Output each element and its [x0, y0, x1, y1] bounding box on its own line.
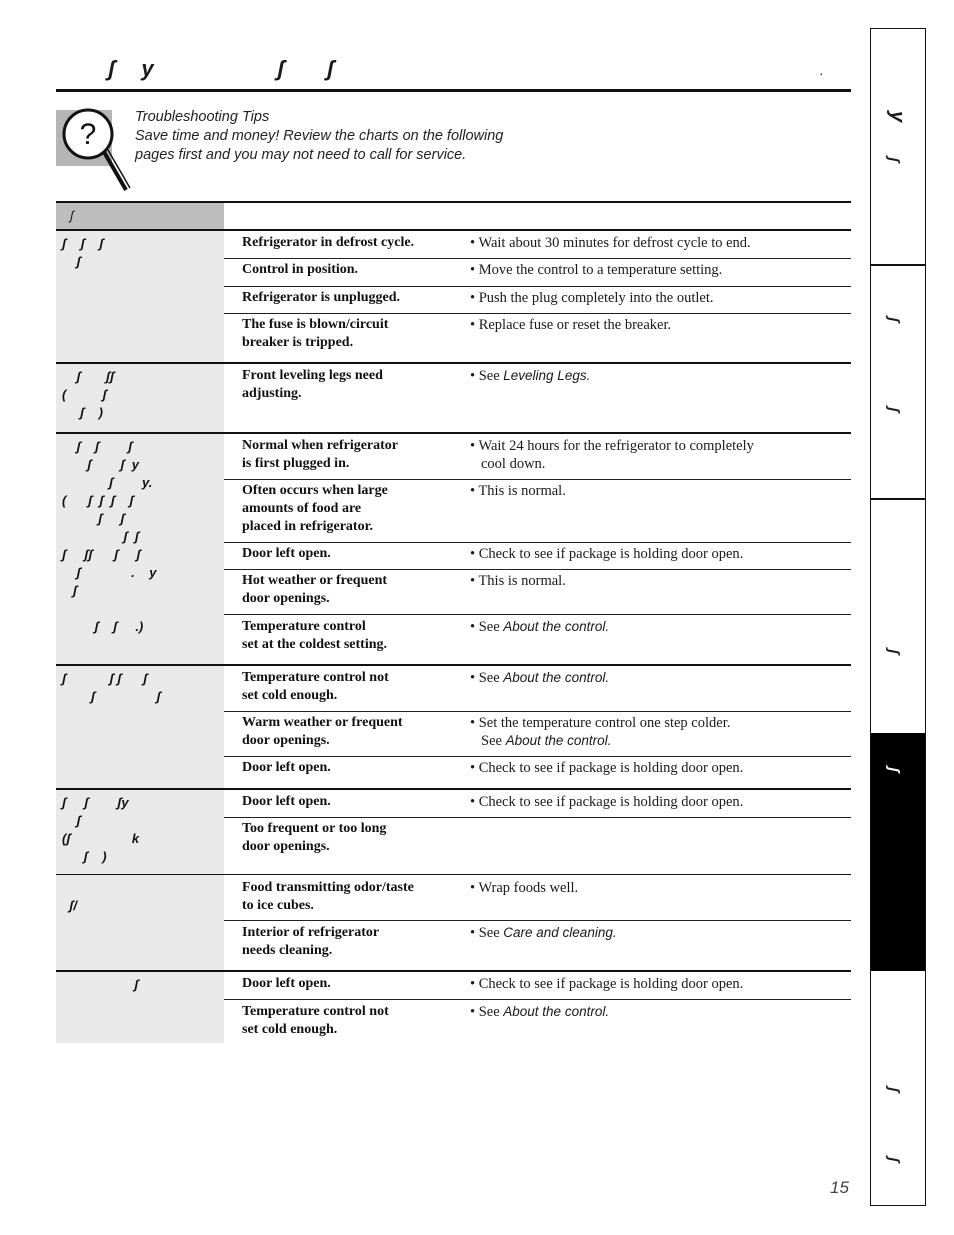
problem-text: ʃ ʃ ʃ ʃ ʃ ʃ — [62, 671, 161, 704]
row-divider — [224, 817, 851, 818]
solution-text: • Check to see if package is holding door open. — [470, 546, 744, 562]
cause-text: Food transmitting odor/taste to ice cubes. — [242, 880, 414, 913]
tab-glyph: ʃ — [884, 157, 902, 162]
tab-glyph: ʃ — [884, 407, 902, 412]
solution-text: • Check to see if package is holding door open. — [470, 760, 744, 776]
cause-text: Control in position. — [242, 262, 359, 277]
problem-cell — [56, 364, 224, 432]
solution-text: • Move the control to a temperature setting. — [470, 262, 723, 278]
tips-title: Troubleshooting Tips — [135, 109, 270, 125]
problem-cell — [56, 972, 224, 1043]
cause-text: Too frequent or too long door openings. — [242, 821, 387, 854]
problem-cell — [56, 434, 224, 664]
page-header — [56, 50, 851, 90]
solution-text: • Wrap foods well. — [470, 880, 579, 896]
problem-text: ʃ ʃ ʃy ʃ (ʃ k ʃ ) — [62, 795, 140, 864]
cause-text: Door left open. — [242, 976, 331, 991]
row-divider — [224, 920, 851, 921]
problem-text: ʃ ʃ ʃ ʃ ʃ y ʃ y. ( ʃ ʃ ʃ ʃ ʃ ʃ ʃ ʃ ʃ ʃʃ ʃ ʃ ʃ . y ʃ ʃ ʃ .) — [62, 439, 157, 634]
cause-text: Temperature control set at the coldest setting. — [242, 619, 388, 652]
solution-text: • This is normal. — [470, 573, 566, 589]
tab-troubleshooting-active[interactable] — [871, 733, 925, 971]
row-divider — [224, 614, 851, 615]
cause-text: Hot weather or frequent door openings. — [242, 573, 388, 606]
tab-glyph: ʃ — [884, 1087, 902, 1092]
problem-cell — [56, 666, 224, 788]
tab-glyph: ʃ — [884, 767, 902, 772]
solution-text: • Replace fuse or reset the breaker. — [470, 317, 672, 333]
tab-glyph: ʃ — [884, 317, 902, 322]
table-header-label: ʃ — [70, 208, 74, 223]
solution-text: • Wait 24 hours for the refrigerator to completely cool down. — [470, 438, 754, 472]
row-divider — [224, 569, 851, 570]
tips-line-1: Save time and money! Review the charts on the following — [135, 128, 504, 144]
cause-text: Door left open. — [242, 794, 331, 809]
solution-text: • Set the temperature control one step colder. See About the control. — [470, 715, 731, 749]
problem-cell — [56, 790, 224, 874]
solution-text: • Check to see if package is holding door open. — [470, 976, 744, 992]
header-rule — [56, 89, 851, 92]
page-title: ʃ y ʃ ʃ — [108, 56, 336, 81]
problem-cell — [56, 231, 224, 362]
row-divider — [224, 756, 851, 757]
row-divider — [224, 313, 851, 314]
svg-text:?: ? — [79, 118, 97, 151]
cause-text: Temperature control not set cold enough. — [242, 1004, 389, 1037]
solution-text: • See Care and cleaning. — [470, 925, 617, 941]
question-magnifier-icon — [56, 106, 136, 194]
cause-text: The fuse is blown/circuit breaker is tripped. — [242, 317, 389, 350]
problem-text: ʃ/ — [69, 898, 77, 913]
page-title-dot: . — [819, 64, 823, 79]
row-divider — [224, 258, 851, 259]
tips-line-2: pages first and you may not need to call for service. — [135, 147, 467, 163]
row-divider — [224, 286, 851, 287]
tips-text — [135, 108, 503, 165]
cause-text: Refrigerator in defrost cycle. — [242, 235, 415, 250]
problem-text: ʃ ʃ ʃ ʃ — [62, 236, 104, 269]
problem-text: ʃ — [62, 977, 139, 992]
cause-text: Temperature control not set cold enough. — [242, 670, 389, 703]
cause-text: Interior of refrigerator needs cleaning. — [242, 925, 380, 958]
tab-glyph: ʃ — [884, 1157, 902, 1162]
cause-text: Door left open. — [242, 546, 331, 561]
solution-text: • See Leveling Legs. — [470, 368, 591, 384]
tab-glyph: y — [886, 110, 909, 123]
section-tabs — [870, 28, 926, 1206]
solution-text: • Wait about 30 minutes for defrost cycle to end. — [470, 235, 751, 251]
cause-text: Often occurs when large amounts of food are placed in refrigerator. — [242, 483, 388, 534]
tab-divider — [871, 498, 925, 500]
problem-cell — [56, 875, 224, 970]
troubleshooting-tips — [56, 104, 851, 196]
row-divider — [224, 711, 851, 712]
problem-text: ʃ ʃʃ ( ʃ ʃ ) — [62, 369, 115, 420]
solution-text: • Push the plug completely into the outlet. — [470, 290, 714, 306]
cause-text: Normal when refrigerator is first plugged in. — [242, 438, 399, 471]
solution-text: • Check to see if package is holding door open. — [470, 794, 744, 810]
solution-text: • This is normal. — [470, 483, 566, 499]
row-divider — [224, 999, 851, 1000]
tab-glyph: ʃ — [884, 649, 902, 654]
table-header-problem-cell — [56, 203, 224, 230]
cause-text: Warm weather or frequent door openings. — [242, 715, 403, 748]
tab-divider — [871, 264, 925, 266]
cause-text: Front leveling legs need adjusting. — [242, 368, 383, 401]
row-divider — [224, 479, 851, 480]
solution-text: • See About the control. — [470, 619, 610, 635]
row-divider — [224, 542, 851, 543]
cause-text: Refrigerator is unplugged. — [242, 290, 401, 305]
solution-text: • See About the control. — [470, 1004, 610, 1020]
page-number: 15 — [830, 1178, 849, 1197]
solution-text: • See About the control. — [470, 670, 610, 686]
cause-text: Door left open. — [242, 760, 331, 775]
